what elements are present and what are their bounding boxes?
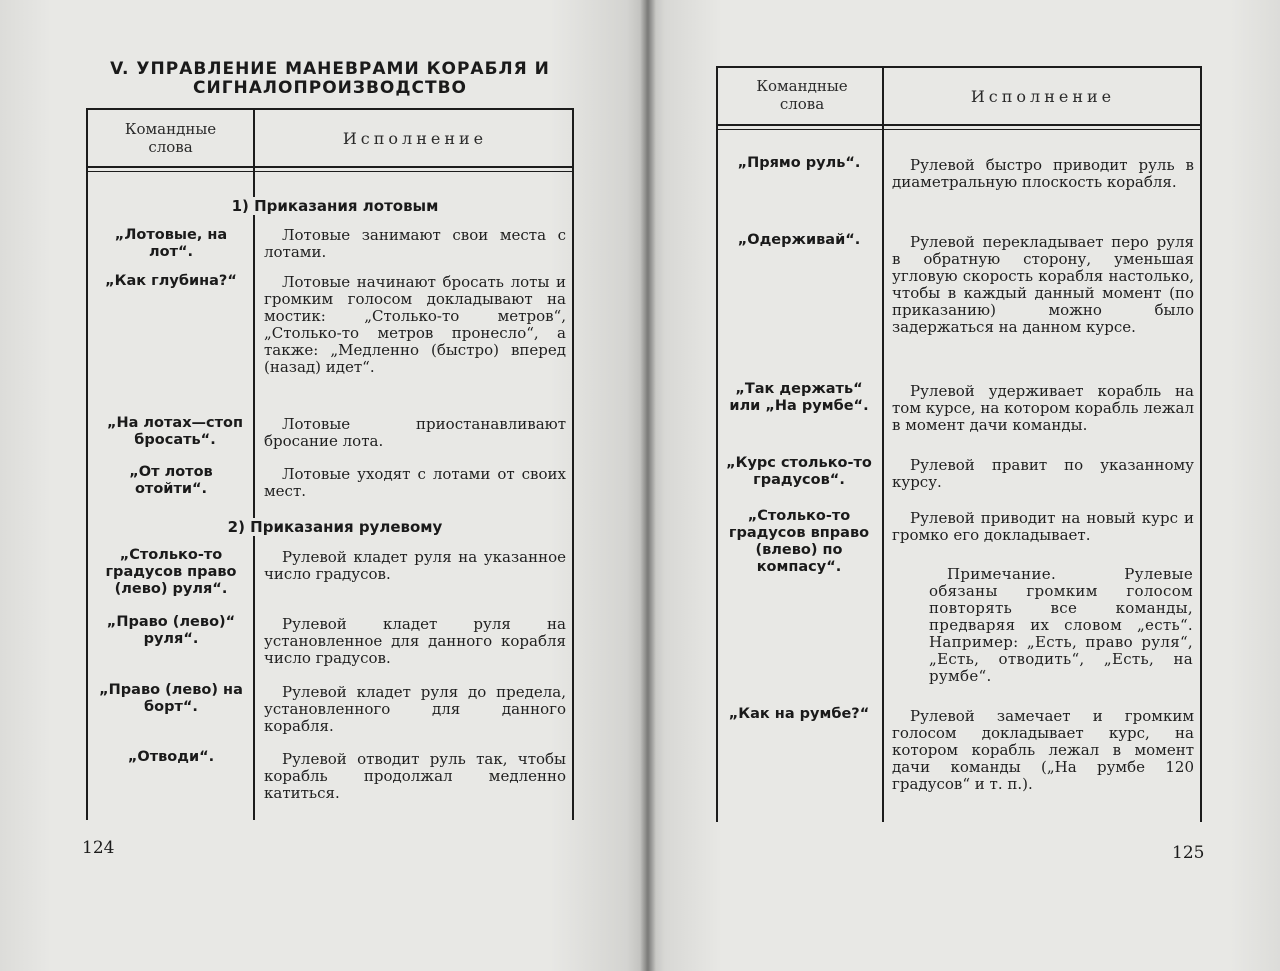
table-left-border-right: [716, 66, 718, 822]
exec-ot-lotov: Лотовые уходят с лотами от своих мест.: [264, 465, 566, 500]
cmd-kurs-stolko: „Курс столько-то градусов“.: [726, 455, 872, 488]
cmd-stolko-gradusov: „Столько-то градусов право (лево) руля“.: [105, 547, 237, 597]
cmd-stolko-vpravo: „Столько-то градусов вправо (влево) по компасу“.: [728, 508, 870, 575]
cmd-pryamo-rul: „Прямо руль“.: [737, 155, 861, 171]
cmd-otvodi: „Отводи“.: [127, 749, 215, 765]
exec-kurs-stolko: Рулевой правит по указанному курсу.: [892, 456, 1194, 491]
table-right-border: [572, 108, 574, 820]
table-right-border-right: [1200, 66, 1202, 822]
exec-pravo-na-bort: Рулевой кладет руля до предела, установленного для данного корабля.: [264, 683, 566, 735]
header-bottom-border: [88, 166, 572, 168]
note-text: Примечание. Рулевые обязаны громким голосом повторять все команды, предваряя их словом „есть“. Например: „Есть, право руля“, „Есть, отводить“, „Есть, на румбе“.: [929, 565, 1193, 685]
cmd-oderzhivai: „Одерживай“.: [737, 232, 861, 248]
table-left-border: [86, 108, 88, 820]
header-commands: Командные слова: [124, 120, 217, 156]
right-page: [646, 0, 1280, 971]
exec-stolko-vpravo: Рулевой приводит на новый курс и громко его докладывает.: [892, 509, 1194, 544]
header-execution: Исполнение: [342, 129, 488, 148]
exec-kak-glubina: Лотовые начинают бросать лоты и громким голосом докладывают на мостик: „Столько-то метров“, „Столько-то метров пронесло“, а также: „Медленно (быстро) вперед (назад) идет“.: [264, 273, 566, 376]
cmd-ot-lotov: „От лотов отойти“.: [129, 464, 213, 497]
header-bottom-border-right: [718, 124, 1200, 126]
section1-title: 1) Приказания лотовым: [150, 197, 520, 215]
chapter-title: V. УПРАВЛЕНИЕ МАНЕВРАМИ КОРАБЛЯ И СИГНАЛОПРОИЗВОДСТВО: [110, 59, 550, 98]
exec-tak-derzhat: Рулевой удерживает корабль на том курсе, на котором корабль лежал в момент дачи команды.: [892, 382, 1195, 434]
page-number-right: 125: [1172, 843, 1205, 863]
cmd-kak-glubina: „Как глубина?“: [105, 273, 237, 289]
exec-pryamo-rul: Рулевой быстро приводит руль в диаметральную плоскость корабля.: [892, 156, 1194, 191]
cmd-pravo-na-bort: „Право (лево) на борт“.: [99, 682, 243, 715]
column-divider-right: [882, 68, 884, 822]
exec-lotovye-na-lot: Лотовые занимают свои места с лотами.: [264, 226, 566, 261]
exec-pravo-rulya: Рулевой кладет руля на установленное для данного корабля число градусов.: [264, 615, 566, 667]
exec-stolko-gradusov: Рулевой кладет руля на указанное число градусов.: [264, 548, 566, 583]
cmd-kak-na-rumbe: „Как на румбе?“: [728, 706, 870, 722]
header-bottom-double-right: [718, 129, 1200, 130]
exec-na-lotah-stop: Лотовые приостанавливают бросание лота.: [264, 415, 566, 450]
cmd-pravo-rulya: „Право (лево)“ руля“.: [106, 614, 236, 647]
table-top-border: [86, 108, 574, 110]
cmd-lotovye-na-lot: „Лотовые, на лот“.: [114, 227, 228, 260]
header-bottom-double: [88, 171, 572, 172]
exec-oderzhivai: Рулевой перекладывает перо руля в обратную сторону, уменьшая угловую скорость корабля настолько, чтобы в каждый данный момент (по приказанию) можно было задержаться на данном курсе.: [892, 233, 1194, 336]
section2-title: 2) Приказания рулевому: [150, 518, 520, 536]
column-divider: [253, 110, 255, 820]
book-gutter: [640, 0, 656, 971]
exec-otvodi: Рулевой отводит руль так, чтобы корабль продолжал медленно катиться.: [264, 750, 566, 802]
cmd-tak-derzhat: „Так держать“ или „На румбе“.: [729, 381, 869, 414]
cmd-na-lotah-stop: „На лотах—стоп бросать“.: [106, 415, 244, 448]
header-execution-right: Исполнение: [970, 87, 1116, 106]
page-number-left: 124: [82, 838, 115, 858]
exec-kak-na-rumbe: Рулевой замечает и громким голосом докладывает курс, на котором корабль лежал в момент дачи команды („На румбе 120 градусов“ и т. п.).: [892, 707, 1194, 793]
table-top-border-right: [716, 66, 1202, 68]
header-commands-right: Командные слова: [756, 77, 848, 113]
